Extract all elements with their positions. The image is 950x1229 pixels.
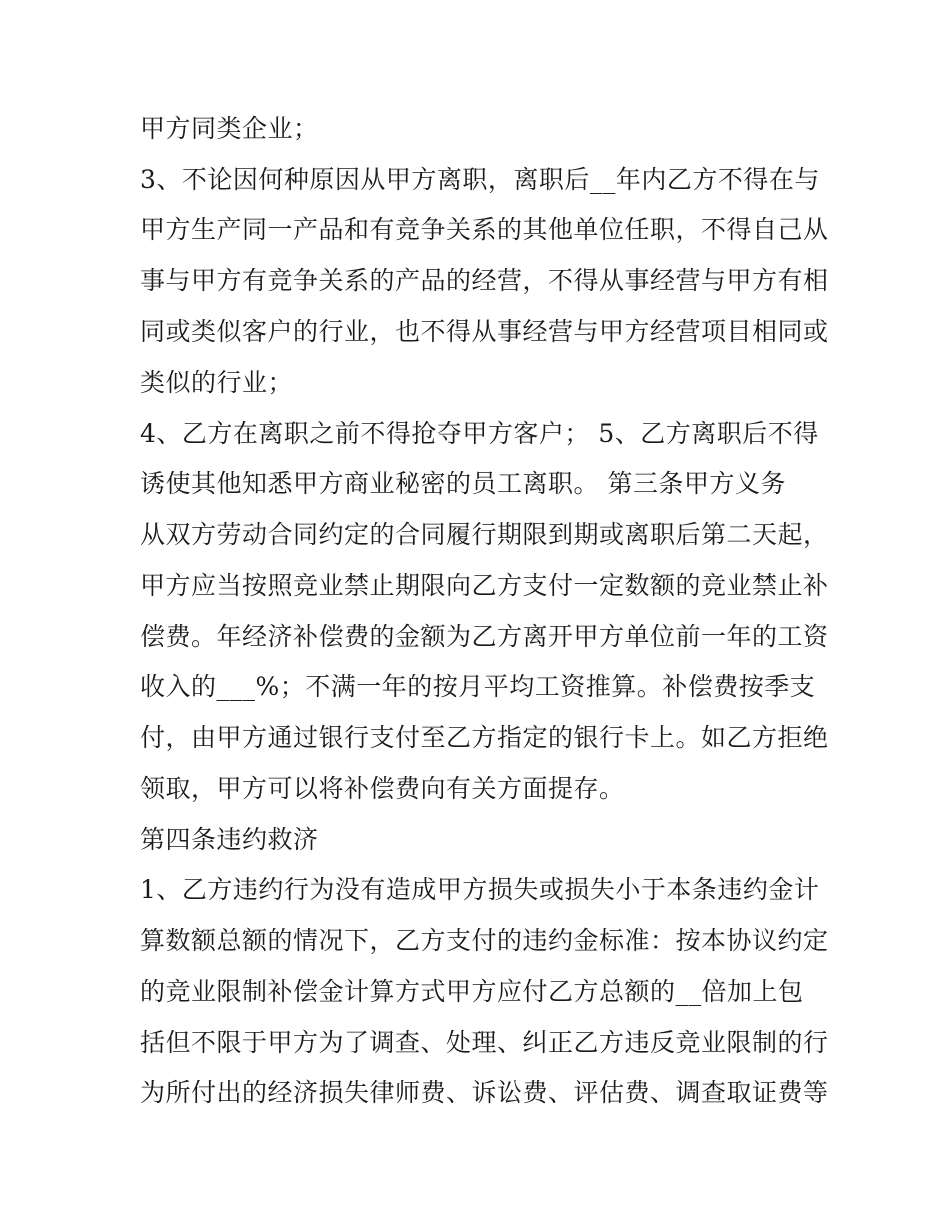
text-line: 4、乙方在离职之前不得抢夺甲方客户； 5、乙方离职后不得 xyxy=(140,419,819,448)
text-line: 偿费。年经济补偿费的金额为乙方离开甲方单位前一年的工资 xyxy=(140,622,829,651)
text-line: 类似的行业； xyxy=(140,368,294,397)
text-line: 付，由甲方通过银行支付至乙方指定的银行卡上。如乙方拒绝 xyxy=(140,723,829,752)
text-line: 为所付出的经济损失律师费、诉讼费、评估费、调查取证费等 xyxy=(140,1078,829,1107)
text-line: 诱使其他知悉甲方商业秘密的员工离职。 第三条甲方义务 xyxy=(140,469,786,498)
text-line: 收入的___%；不满一年的按月平均工资推算。补偿费按季支 xyxy=(140,672,816,701)
text-line: 算数额总额的情况下，乙方支付的违约金标准：按本协议约定 xyxy=(140,926,829,955)
text-line: 甲方生产同一产品和有竞争关系的其他单位任职，不得自己从 xyxy=(140,215,829,244)
text-line: 同或类似客户的行业，也不得从事经营与甲方经营项目相同或 xyxy=(140,317,829,346)
text-line: 从双方劳动合同约定的合同履行期限到期或离职后第二天起， xyxy=(140,520,829,549)
text-line: 1、乙方违约行为没有造成甲方损失或损失小于本条违约金计 xyxy=(140,875,820,904)
text-line: 甲方同类企业； xyxy=(140,114,319,143)
text-line: 甲方应当按照竞业禁止期限向乙方支付一定数额的竞业禁止补 xyxy=(140,571,829,600)
text-line: 3、不论因何种原因从甲方离职，离职后__年内乙方不得在与 xyxy=(140,165,820,194)
text-line: 领取，甲方可以将补偿费向有关方面提存。 xyxy=(140,774,625,803)
text-line: 括但不限于甲方为了调查、处理、纠正乙方违反竞业限制的行 xyxy=(140,1028,829,1057)
text-line: 事与甲方有竞争关系的产品的经营，不得从事经营与甲方有相 xyxy=(140,266,829,295)
text-line: 的竞业限制补偿金计算方式甲方应付乙方总额的__倍加上包 xyxy=(140,977,804,1006)
section-heading: 第四条违约救济 xyxy=(140,825,319,854)
